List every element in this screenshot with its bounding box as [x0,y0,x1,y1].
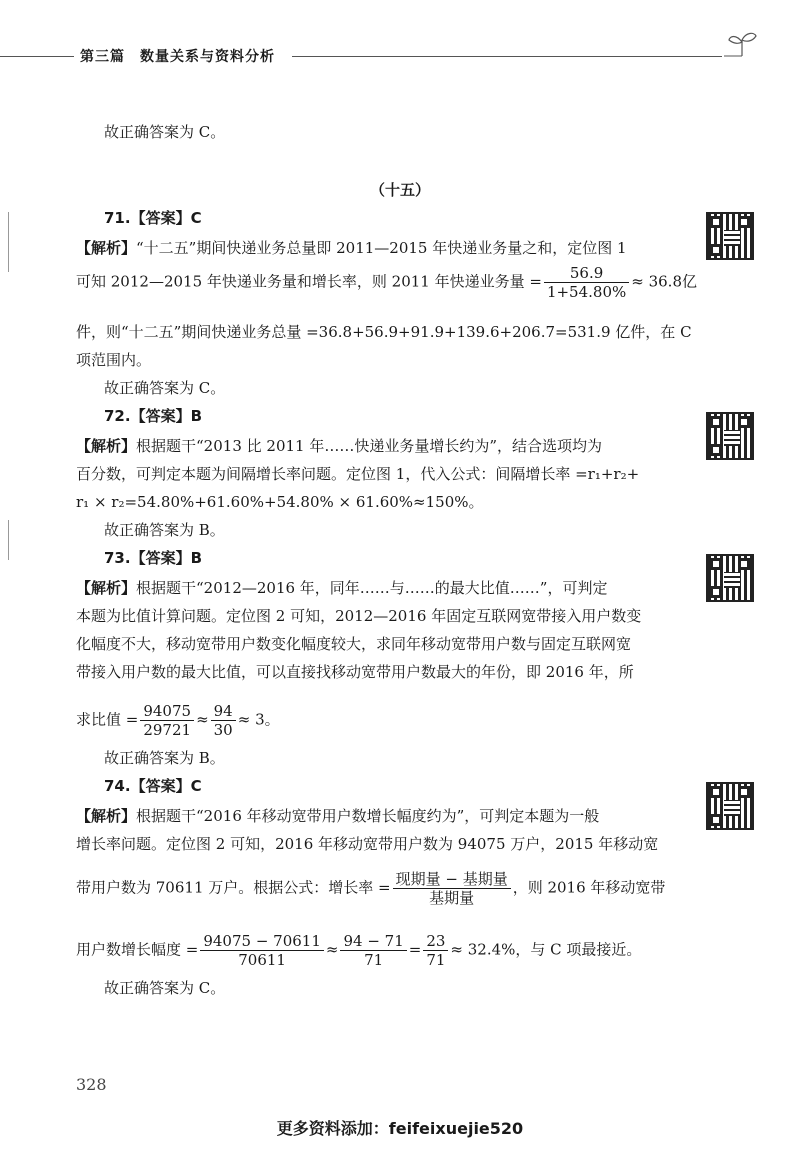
q74-line2: 增长率问题。定位图 2 可知，2016 年移动宽带用户数为 94075 万户，2015 年移动宽 [76,835,659,853]
q73-line1-text: 根据题干“2012—2016 年，同年……与……的最大比值……”，可判定 [136,579,608,597]
margin-mark [8,212,9,272]
q73-fraction-2 [211,702,236,739]
q72-line1 [76,436,602,456]
q73-line1 [76,578,607,598]
q73-line4: 带接入用户数的最大比值，可以直接找移动宽带用户数最大的年份，即 2016 年，所 [76,663,634,681]
q73-frac2-den: 30 [213,721,233,739]
q74-conclusion: 故正确答案为 C。 [104,979,226,997]
q73-frac1-den: 29721 [143,721,192,739]
q74-formula-den: 基期量 [429,889,475,907]
qr-code-q73[interactable] [706,554,754,602]
q71-conclusion: 故正确答案为 C。 [104,379,226,397]
q74-fa-num: 94075 − 70611 [200,932,324,951]
q74-line1-text: 根据题干“2016 年移动宽带用户数增长幅度约为”，可判定本题为一般 [136,807,600,825]
q71-line1 [76,238,627,258]
qr-code-q74[interactable] [706,782,754,830]
q74-line4 [76,932,641,969]
q71-line1-text: “十二五”期间快递业务总量即 2011—2015 年快递业务量之和，定位图 1 [136,239,627,257]
q72-answer [104,406,202,426]
q74-fb-den: 71 [364,951,384,969]
q71-line2-post: ≈ 36.8亿 [631,272,697,291]
q73-line5-post: ≈ 3。 [237,710,280,729]
q72-line3: r₁ × r₂=54.80%+61.60%+54.80% × 61.60%≈150%。 [76,493,484,511]
qr-code-q71[interactable] [706,212,754,260]
page-number: 328 [76,1075,107,1094]
q72-line1-text: 根据题干“2013 比 2011 年……快递业务量增长约为”，结合选项均为 [136,437,603,455]
q74-fb-num: 94 − 71 [340,932,406,951]
q71-line3: 件，则“十二五”期间快递业务总量 =36.8+56.9+91.9+139.6+206.7=531.9 亿件，在 C [76,323,692,341]
q71-answer-label: 71.【答案】C [104,209,202,227]
q72-answer-label: 72.【答案】B [104,407,203,425]
q74-approx-a: ≈ [325,940,339,959]
analysis-tag: 【解析】 [76,807,137,825]
q74-fraction-a [200,932,324,969]
analysis-tag: 【解析】 [76,579,137,597]
footer-contact: 更多资料添加：feifeixuejie520 [276,1119,524,1138]
q74-formula-num: 现期量 − 基期量 [393,870,511,889]
q72-line2: 百分数，可判定本题为间隔增长率问题。定位图 1，代入公式：间隔增长率 =r₁+r₂+ [76,465,640,483]
sprout-icon [724,30,760,60]
q71-line2-pre: 可知 2012—2015 年快递业务量和增长率，则 2011 年快递业务量 = [76,272,542,291]
q71-line2 [76,264,697,301]
q74-line3-pre: 带用户数为 70611 万户。根据公式：增长率 = [76,878,391,897]
section-title: （十五） [369,181,430,199]
header-rule-left [0,56,74,57]
q72-conclusion: 故正确答案为 B。 [104,521,225,539]
q74-fraction-b [340,932,406,969]
margin-mark [8,520,9,560]
q73-frac2-num: 94 [211,702,236,721]
q74-fc-num: 23 [423,932,448,951]
analysis-tag: 【解析】 [76,437,137,455]
q73-answer-label: 73.【答案】B [104,549,203,567]
q74-line3 [76,870,665,907]
q74-answer-label: 74.【答案】C [104,777,202,795]
q74-line3-post: ，则 2016 年移动宽带 [512,878,666,897]
q74-approx-b: = [408,940,422,959]
qr-code-q72[interactable] [706,412,754,460]
prev-conclusion: 故正确答案为 C。 [104,123,226,141]
q74-line1 [76,806,599,826]
q74-answer [104,776,202,796]
header-rule-right [292,56,722,57]
q74-growth-formula [393,870,511,907]
q73-approx: ≈ [196,710,209,729]
q73-line5-pre: 求比值 = [76,710,139,729]
q74-line4-post: ≈ 32.4%，与 C 项最接近。 [450,940,642,959]
q73-frac1-num: 94075 [140,702,194,721]
q73-line2: 本题为比值计算问题。定位图 2 可知，2012—2016 年固定互联网宽带接入用户数变 [76,607,642,625]
q73-conclusion: 故正确答案为 B。 [104,749,225,767]
q74-fc-den: 71 [426,951,446,969]
q73-line3: 化幅度不大，移动宽带用户数变化幅度较大，求同年移动宽带用户数与固定互联网宽 [76,635,632,653]
q73-line5 [76,702,280,739]
q74-line4-pre: 用户数增长幅度 = [76,940,199,959]
q71-frac-num: 56.9 [544,264,629,283]
q73-answer [104,548,202,568]
q71-fraction [544,264,629,301]
q74-fa-den: 70611 [238,951,286,969]
q71-frac-den: 1+54.80% [546,283,627,301]
q74-fraction-c [423,932,448,969]
q73-fraction-1 [140,702,194,739]
analysis-tag: 【解析】 [76,239,137,257]
chapter-header: 第三篇 数量关系与资料分析 [80,49,275,65]
q71-line4: 项范围内。 [76,351,152,369]
q71-answer [104,208,202,228]
